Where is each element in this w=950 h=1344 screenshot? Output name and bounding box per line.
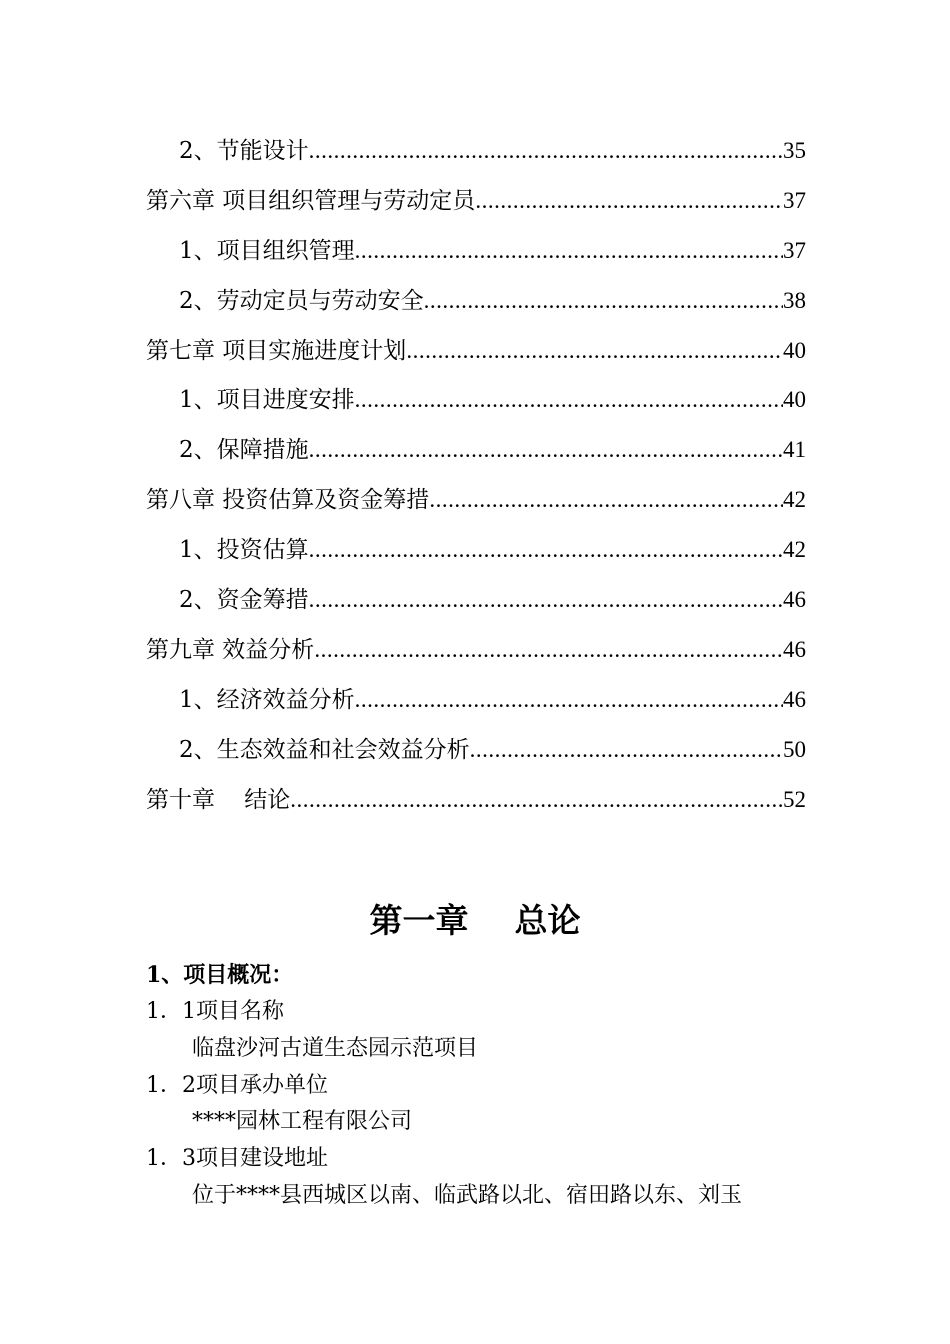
toc-leader-dots bbox=[406, 326, 783, 376]
toc-entry[interactable] bbox=[146, 226, 806, 276]
toc-leader-dots bbox=[355, 675, 783, 725]
toc-leader-dots bbox=[355, 226, 783, 276]
toc-entry[interactable] bbox=[146, 525, 806, 575]
toc-entry-title: 第十章 结论 bbox=[146, 786, 291, 813]
toc-entry-title: 第八章 投资估算及资金筹措 bbox=[146, 487, 430, 514]
toc-entry-page: 37 bbox=[783, 187, 806, 213]
table-of-contents bbox=[146, 126, 806, 824]
toc-entry[interactable] bbox=[146, 425, 806, 475]
toc-entry-page: 40 bbox=[783, 387, 806, 413]
toc-entry-page: 42 bbox=[783, 537, 806, 563]
toc-entry-page: 40 bbox=[783, 337, 806, 363]
chapter-title: 第一章 总论 bbox=[369, 901, 581, 940]
toc-entry-title: 2、生态效益和社会效益分析 bbox=[179, 736, 470, 763]
subsection-heading: 1．2项目承办单位 bbox=[146, 1073, 328, 1098]
toc-leader-dots bbox=[314, 625, 783, 675]
toc-entry[interactable] bbox=[146, 126, 806, 176]
toc-leader-dots bbox=[290, 775, 783, 825]
toc-leader-dots bbox=[309, 126, 783, 176]
toc-entry[interactable] bbox=[146, 775, 806, 825]
toc-entry[interactable] bbox=[146, 475, 806, 525]
toc-entry-page: 42 bbox=[783, 487, 806, 513]
paragraph: ****园林工程有限公司 bbox=[192, 1109, 413, 1134]
section-heading: 1、项目概况： bbox=[146, 962, 294, 988]
toc-entry-title: 第六章 项目组织管理与劳动定员 bbox=[146, 187, 476, 214]
toc-leader-dots bbox=[355, 375, 783, 425]
toc-leader-dots bbox=[429, 475, 783, 525]
toc-entry-page: 41 bbox=[783, 437, 806, 463]
toc-entry[interactable] bbox=[146, 675, 806, 725]
paragraph: 位于****县西城区以南、临武路以北、宿田路以东、刘玉 bbox=[192, 1183, 743, 1208]
toc-entry-title: 1、项目进度安排 bbox=[179, 387, 355, 414]
toc-entry-title: 1、经济效益分析 bbox=[179, 686, 355, 713]
paragraph: 临盘沙河古道生态园示范项目 bbox=[192, 1036, 479, 1061]
toc-leader-dots bbox=[470, 725, 783, 775]
toc-entry[interactable] bbox=[146, 276, 806, 326]
toc-entry[interactable] bbox=[146, 725, 806, 775]
toc-entry-page: 46 bbox=[783, 686, 806, 712]
toc-entry-page: 52 bbox=[783, 786, 806, 812]
toc-entry-page: 50 bbox=[783, 736, 806, 762]
toc-entry-title: 1、项目组织管理 bbox=[179, 237, 355, 264]
toc-leader-dots bbox=[309, 575, 783, 625]
toc-entry-page: 46 bbox=[783, 636, 806, 662]
toc-entry-title: 2、资金筹措 bbox=[179, 587, 309, 614]
toc-entry[interactable] bbox=[146, 326, 806, 376]
subsection-heading: 1．3项目建设地址 bbox=[146, 1146, 328, 1171]
toc-entry-page: 38 bbox=[783, 287, 806, 313]
toc-entry-title: 第九章 效益分析 bbox=[146, 636, 315, 663]
toc-entry[interactable] bbox=[146, 176, 806, 226]
toc-leader-dots bbox=[424, 276, 783, 326]
toc-entry-title: 1、投资估算 bbox=[179, 537, 309, 564]
toc-leader-dots bbox=[309, 525, 783, 575]
toc-entry-page: 37 bbox=[783, 237, 806, 263]
toc-leader-dots bbox=[309, 425, 783, 475]
subsection-heading: 1．1项目名称 bbox=[146, 999, 284, 1024]
toc-entry-title: 2、节能设计 bbox=[179, 138, 309, 164]
toc-entry[interactable] bbox=[146, 575, 806, 625]
toc-entry-title: 2、保障措施 bbox=[179, 437, 309, 464]
toc-entry-title: 2、劳动定员与劳动安全 bbox=[179, 287, 424, 314]
toc-entry[interactable] bbox=[146, 625, 806, 675]
toc-entry-page: 35 bbox=[783, 138, 806, 163]
toc-entry-page: 46 bbox=[783, 587, 806, 613]
toc-entry-title: 第七章 项目实施进度计划 bbox=[146, 337, 407, 364]
toc-entry[interactable] bbox=[146, 375, 806, 425]
toc-leader-dots bbox=[475, 176, 783, 226]
